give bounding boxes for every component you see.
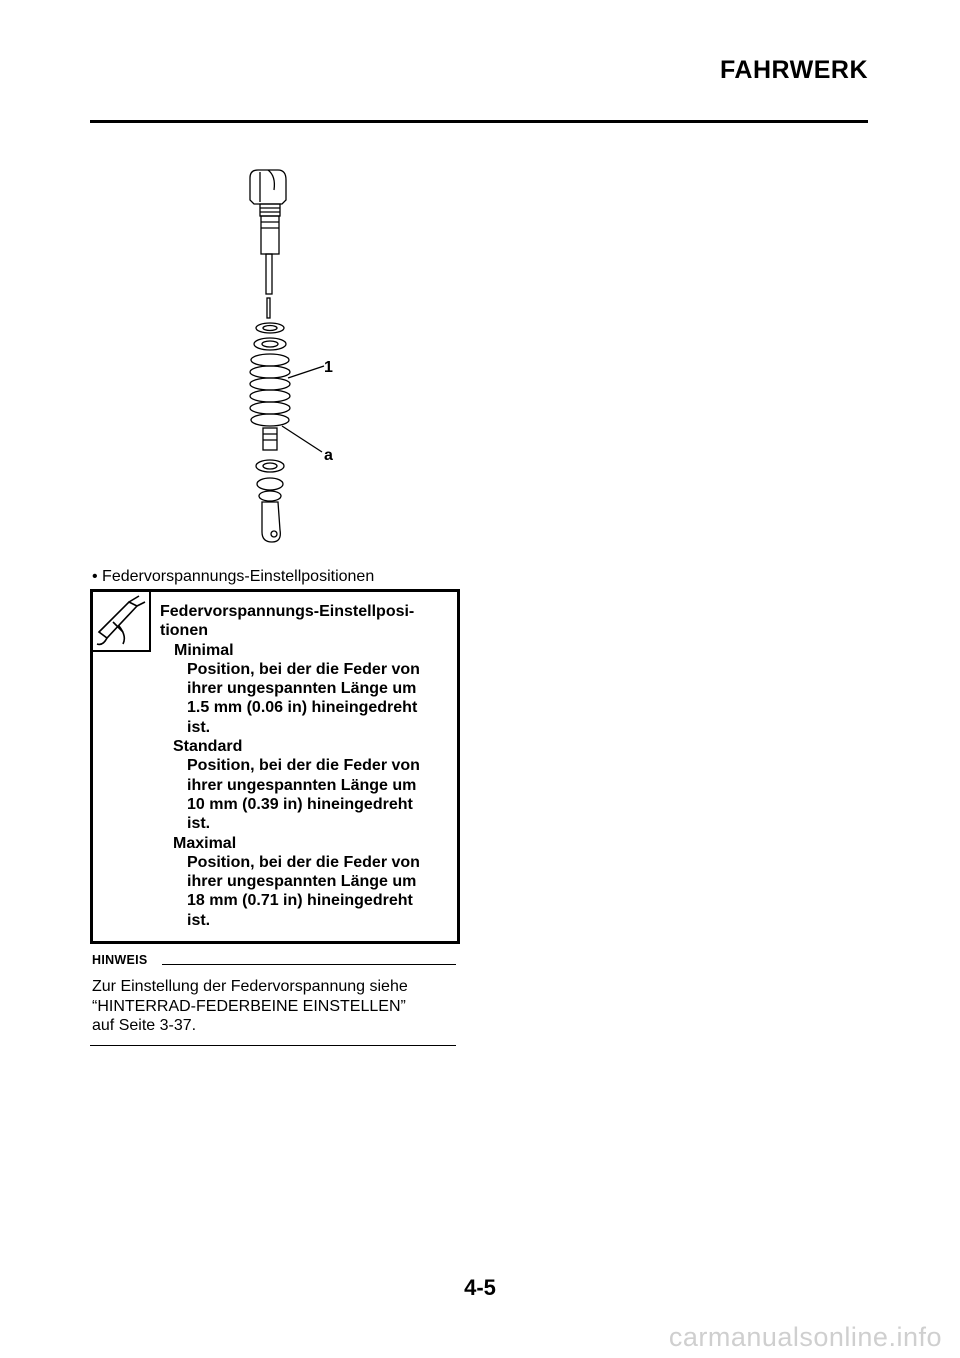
bullet-item: • Federvorspannungs-Einstellpositionen bbox=[92, 568, 375, 585]
note-reference-link[interactable]: auf Seite 3-37. bbox=[92, 1017, 197, 1034]
spec-standard-line: 10 mm (0.39 in) hineingedreht bbox=[187, 795, 413, 813]
spec-maximal-label: Maximal bbox=[173, 834, 237, 852]
note-line: “HINTERRAD-FEDERBEINE EINSTELLEN” bbox=[92, 997, 406, 1015]
note-label: HINWEIS bbox=[92, 953, 148, 967]
spec-title-cont: tionen bbox=[160, 622, 208, 640]
spec-minimal-line: Position, bei der die Feder von bbox=[187, 660, 420, 678]
page-number: 4-5 bbox=[464, 1275, 496, 1300]
spec-standard-label: Standard bbox=[173, 738, 243, 756]
callout-1: 1 bbox=[324, 359, 333, 376]
spec-content bbox=[160, 602, 450, 930]
callout-a: a bbox=[324, 447, 333, 464]
note-text bbox=[92, 977, 462, 1036]
spec-standard-line: ihrer ungespannten Länge um bbox=[187, 776, 417, 794]
spec-minimal-line: ist. bbox=[187, 718, 211, 736]
spec-standard-line: Position, bei der die Feder von bbox=[187, 757, 420, 775]
shock-absorber-illustration bbox=[230, 160, 360, 560]
spec-minimal-line: ihrer ungespannten Länge um bbox=[187, 680, 417, 698]
spec-maximal-line: 18 mm (0.71 in) hineingedreht bbox=[187, 892, 413, 910]
spec-title: Federvorspannungs-Einstellposi- bbox=[160, 603, 415, 620]
spec-maximal-line: ihrer ungespannten Länge um bbox=[187, 873, 417, 891]
spec-minimal-label: Minimal bbox=[174, 641, 234, 659]
spec-maximal-line: ist. bbox=[187, 911, 211, 929]
note-line: Zur Einstellung der Federvorspannung siehe bbox=[92, 978, 408, 995]
header-rule bbox=[90, 120, 868, 123]
spec-maximal-line: Position, bei der die Feder von bbox=[187, 853, 420, 871]
page-title: FAHRWERK bbox=[720, 56, 868, 84]
spec-minimal-line: 1.5 mm (0.06 in) hineingedreht bbox=[187, 699, 418, 717]
caliper-icon bbox=[93, 592, 149, 650]
spec-box bbox=[90, 589, 460, 944]
watermark: carmanualsonline.info bbox=[668, 1322, 942, 1352]
spec-standard-line: ist. bbox=[187, 815, 211, 833]
note-rule-bottom bbox=[90, 1045, 456, 1046]
note-rule-top bbox=[162, 964, 456, 965]
spec-icon-cell bbox=[93, 592, 151, 652]
